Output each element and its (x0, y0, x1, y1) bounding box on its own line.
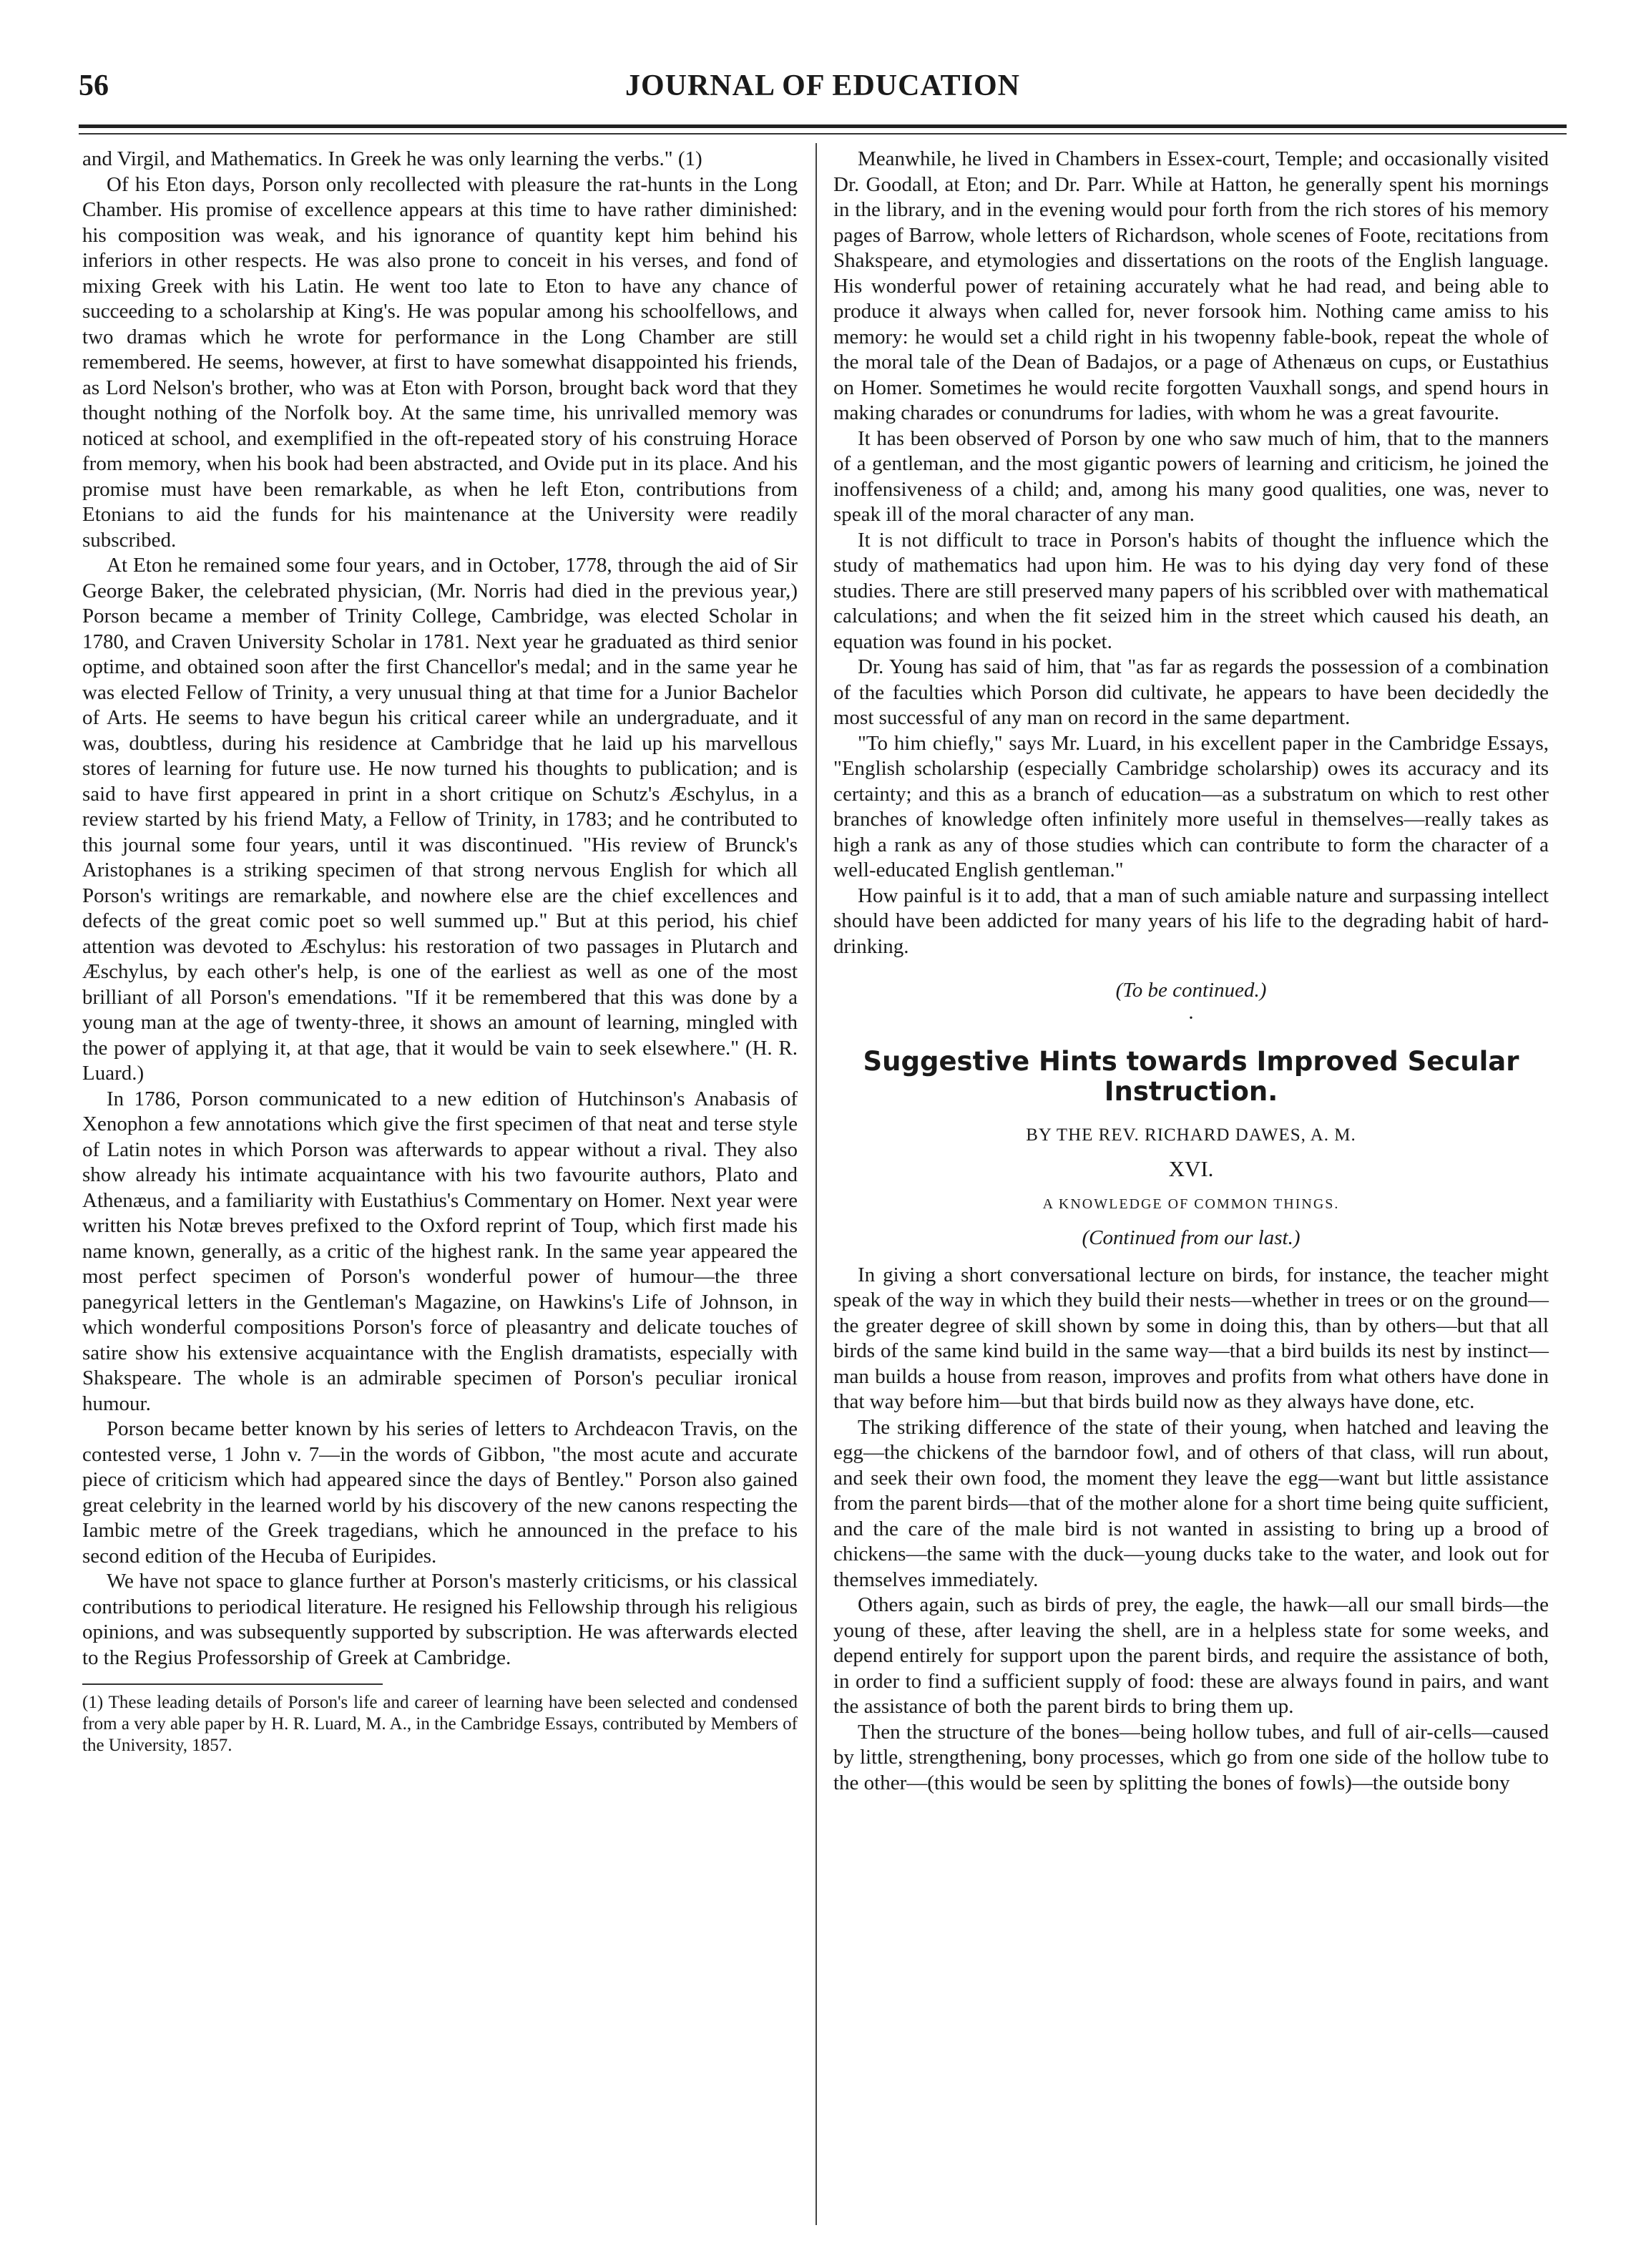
article-paragraph: In giving a short conversational lecture on birds, for instance, the teacher might speak of the way in which they build their nests—whether in trees or on the ground—the greater degree of skill shown by some in doing this, than by others—but that all birds of the same kind build in the same way—that a bird builds its nest by instinct—man builds a house from reason, improves and profits from what others have done in that way before him—but that birds build now as they always have done, etc. (833, 1263, 1549, 1413)
article-paragraph: The striking difference of the state of their young, when hatched and leaving the egg—the chickens of the barndoor fowl, and of others of that class, will run about, and seek their own food, the moment they leave the egg—want but little assistance from the parent birds—that of the mother alone for a short time being quite sufficient, and the care of the male bird is not wanted in assisting to bring up a brood of chickens—the same with the duck—young ducks take to the water, and look out for themselves immediately. (833, 1415, 1549, 1591)
paragraph: "To him chiefly," says Mr. Luard, in his excellent paper in the Cambridge Essays, "English scholarship (especially Cambridge scholarship) owes its accuracy and its certainty; and this as a branch of education—as a substratum on which to rest other branches of knowledge often infinitely more useful in themselves—really takes as high a rank as any of those studies which can contribute to form the character of a well-educated English gentleman." (833, 731, 1549, 881)
paragraph: How painful is it to add, that a man of such amiable nature and surpassing intellect should have been addicted for many years of his life to the degrading habit of hard-drinking. (833, 884, 1549, 958)
journal-title: JOURNAL OF EDUCATION (625, 69, 1021, 102)
article-paragraph: Others again, such as birds of prey, the eagle, the hawk—all our small birds—the young of these, after leaving the shell, are in a helpless state for some weeks, and depend entirely for support upon the parent birds, and require the assistance of both, in order to find a sufficient supply of food: these are always found in pairs, and want the assistance of both the parent birds to bring them up. (833, 1593, 1549, 1718)
page-header (79, 69, 1567, 119)
header-rule-thin (79, 133, 1567, 135)
paragraph: At Eton he remained some four years, and in October, 1778, through the aid of Sir George Baker, the celebrated physician, (Mr. Norris had died in the previous year,) Porson became a member of Trinity College, Cambridge, was elected Scholar in 1780, and Craven University Scholar in 1781. Next year he graduated as third senior optime, and obtained soon after the first Chancellor's medal; and in the same year he was elected Fellow of Trinity, a very unusual thing at that time for a Junior Bachelor of Arts. He seems to have begun his critical career while an undergraduate, and it was, doubtless, during his residence at Cambridge that he laid up his marvellous stores of learning for future use. He now turned his thoughts to publication; and is said to have first appeared in print in a short critique on Schutz's Æschylus, in a review started by his friend Maty, a Fellow of Trinity, in 1783; and he contributed to this journal some four years, until it was discontinued. "His review of Brunck's Aristophanes is a striking specimen of that strong nervous English for which all Porson's writings are remarkable, and nowhere else are the chief excellences and defects of the great comic poet so well summed up." But at this period, his chief attention was devoted to Æschylus: his restoration of two passages in Plutarch and Æschylus, by each other's help, is one of the earliest as well as one of the most brilliant of all Porson's emendations. "If it be remembered that this was done by a young man at the age of twenty-three, it shows an amount of learning, mingled with the power of applying it, at that age, that it would be vain to seek elsewhere." (H. R. Luard.) (82, 554, 798, 1085)
left-column (82, 147, 798, 1756)
paragraph: Porson became better known by his series of letters to Archdeacon Travis, on the contested verse, 1 John v. 7—in the words of Gibbon, "the most acute and accurate piece of criticism which had appeared since the days of Bentley." Porson also gained great celebrity in the learned world by his discovery of the new canons respecting the Iambic metre of the Greek tragedians, which he announced in the preface to his second edition of the Hecuba of Euripides. (82, 1417, 798, 1568)
right-column (833, 147, 1549, 1796)
paragraph: and Virgil, and Mathematics. In Greek he was only learning the verbs." (1) (82, 147, 702, 170)
paragraph: It has been observed of Porson by one who saw much of him, that to the manners of a gentleman, and the most gigantic powers of learning and criticism, he joined the inoffensiveness of a child; and, among his many good qualities, one was, never to speak ill of the moral character of any man. (833, 426, 1549, 526)
article-title: Suggestive Hints towards Improved Secular Instruction. (863, 1045, 1519, 1107)
paragraph: It is not difficult to trace in Porson's habits of thought the influence which the study of mathematics had upon him. He was to his dying day very fond of these studies. There are still preserved many papers of his scribbled over with mathematical calculations; and when the fit seized him in the street which caused his death, an equation was found in his pocket. (833, 528, 1549, 653)
footnote: (1) These leading details of Porson's life and career of learning have been selected and condensed from a very able paper by H. R. Luard, M. A., in the Cambridge Essays, contributed by Members of the University, 1857. (82, 1693, 798, 1755)
article-byline: BY THE REV. RICHARD DAWES, A. M. (1026, 1125, 1356, 1145)
to-be-continued: (To be continued.) (1115, 979, 1267, 1002)
paragraph: In 1786, Porson communicated to a new edition of Hutchinson's Anabasis of Xenophon a few annotations which give the first specimen of that neat and terse style of Latin notes in which Porson was afterwards to appear without a rival. They also show already his intimate acquaintance with his two favourite authors, Plato and Athenæus, and a familiarity with Eustathius's Commentary on Homer. Next year were written his Notæ breves prefixed to the Oxford reprint of Toup, which first made his name known, generally, as a critic of the highest rank. In the same year appeared the most perfect specimen of Porson's wonderful power of humour—the three panegyrical letters in the Gentleman's Magazine, on Hawkins's Life of Johnson, in which wonderful compositions Porson's force of pleasantry and delicate touches of satire show his extensive acquaintance with the English dramatists, especially with Shakspeare. The whole is an admirable specimen of Porson's peculiar ironical humour. (82, 1087, 798, 1415)
separator-dot: · (1187, 1006, 1195, 1030)
section-number: XVI. (1168, 1156, 1214, 1181)
paragraph: Meanwhile, he lived in Chambers in Essex-court, Temple; and occasionally visited Dr. Goodall, at Eton; and Dr. Parr. While at Hatton, he generally spent his mornings in the library, and in the evening would pour forth from the rich stores of his memory pages of Barrow, whole letters of Richardson, whole scenes of Foote, recitations from Shakspeare, and etymologies and dissertations on the roots of the English language. His wonderful power of retaining accurately what he had read, and being able to produce it always when called for, never forsook him. Nothing came amiss to his memory: he would set a child right in his twopenny fable-book, repeat the whole of the moral tale of the Dean of Badajos, or a page of Athenæus on cups, or Eustathius on Homer. Sometimes he would recite forgotten Vauxhall songs, and spend hours in making charades or conundrums for ladies, with whom he was a great favourite. (833, 147, 1549, 424)
page-number: 56 (79, 69, 109, 102)
section-subtitle: A KNOWLEDGE OF COMMON THINGS. (1042, 1196, 1340, 1212)
paragraph: We have not space to glance further at Porson's masterly criticisms, or his classical contributions to periodical literature. He resigned his Fellowship through his religious opinions, and was subsequently supported by subscription. He was afterwards elected to the Regius Professorship of Greek at Cambridge. (82, 1570, 798, 1669)
continued-from: (Continued from our last.) (1082, 1226, 1301, 1249)
column-divider (815, 143, 817, 2225)
paragraph: Of his Eton days, Porson only recollected with pleasure the rat-hunts in the Long Chamber. His promise of excellence appears at this time to have rather diminished: his composition was weak, and his ignorance of quantity kept him behind his inferiors in other respects. He was also prone to conceit in his verses, and fond of mixing Greek with his Latin. He went too late to Eton to have any chance of succeeding to a scholarship at King's. He was popular among his schoolfellows, and two dramas which he wrote for performance in the Long Chamber are still remembered. He seems, however, at first to have somewhat disappointed his friends, as Lord Nelson's brother, who was at Eton with Porson, brought back word that they thought nothing of the Norfolk boy. At the same time, his unrivalled memory was noticed at school, and exemplified in the oft-repeated story of his construing Horace from memory, when his book had been abstracted, and Ovide put in its place. And his promise must have been remarkable, as when he left Eton, contributions from Etonians to aid the funds for his maintenance at the University were readily subscribed. (82, 172, 798, 552)
article-paragraph: Then the structure of the bones—being hollow tubes, and full of air-cells—caused by little, strengthening, bony processes, which go from one side of the hollow tube to the other—(this would be seen by splitting the bones of fowls)—the outside bony (833, 1720, 1549, 1794)
header-rule-thick (79, 124, 1567, 128)
paragraph: Dr. Young has said of him, that "as far as regards the possession of a combination of the faculties which Porson did cultivate, he appears to have been decidedly the most successful of any man on record in the same department. (833, 655, 1549, 729)
footnote-rule (82, 1683, 383, 1685)
